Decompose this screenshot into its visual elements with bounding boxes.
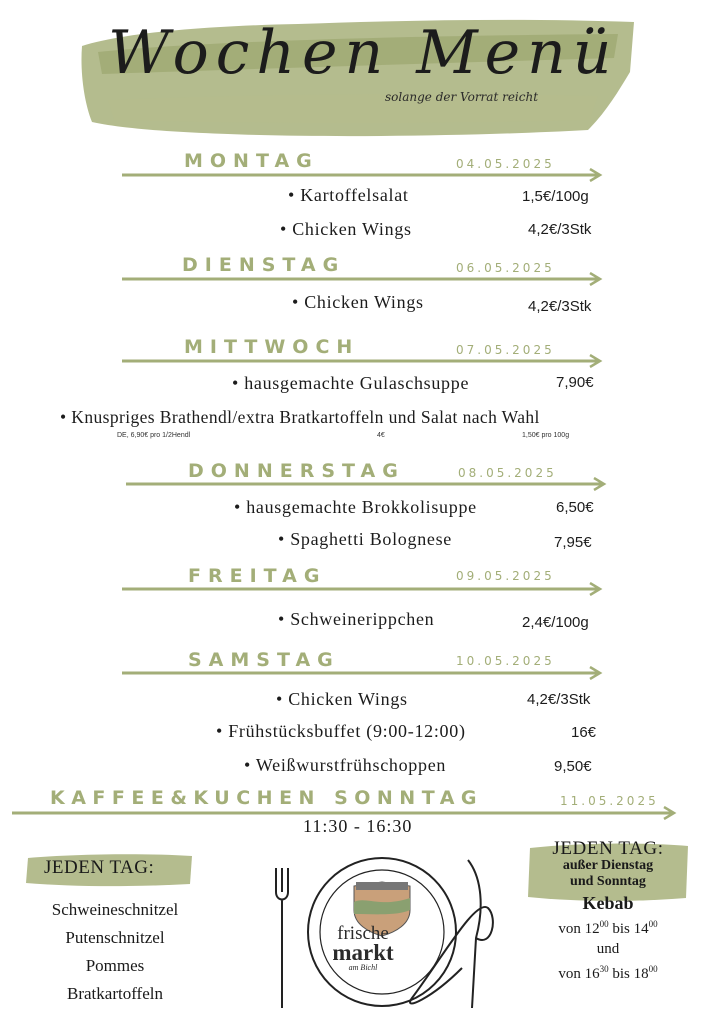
day-heading-donnerstag: DONNERSTAG [188, 460, 405, 482]
daily-right-item: Kebab [582, 893, 634, 913]
day-heading-mittwoch: MITTWOCH [184, 336, 360, 358]
day-heading-samstag: SAMSTAG [188, 649, 340, 671]
day-heading-freitag: FREITAG [188, 565, 327, 587]
day-divider-arrow [122, 666, 606, 680]
day-date-donnerstag: 08.05.2025 [458, 466, 557, 480]
daily-right-heading: JEDEN TAG: [552, 838, 664, 859]
daily-left-item: Putenschnitzel [65, 928, 165, 947]
menu-item: • Chicken Wings [292, 292, 424, 312]
menu-title: Wochen Menü [108, 18, 619, 88]
daily-right-box [528, 840, 688, 984]
day-date-freitag: 09.05.2025 [456, 569, 555, 583]
logo-text [318, 925, 408, 972]
menu-item: • Weißwurstfrühschoppen [244, 755, 447, 775]
day-date-sonntag: 11.05.2025 [560, 794, 659, 808]
daily-right-and: und [596, 941, 620, 957]
menu-item-price: 2,4€/100g [522, 614, 589, 631]
daily-left-list [10, 896, 220, 1008]
day-heading-montag: MONTAG [184, 150, 319, 172]
menu-item: • hausgemachte Brokkolisuppe [234, 497, 477, 517]
menu-item-price: 1,5€/100g [522, 188, 589, 205]
menu-item: • Schweinerippchen [278, 609, 435, 629]
menu-item: • Spaghetti Bolognese [278, 529, 452, 549]
daily-left-item: Schweineschnitzel [51, 900, 179, 919]
daily-right-subheading: und Sonntag [570, 874, 646, 889]
menu-item-price: 4,2€/3Stk [528, 298, 592, 315]
day-date-mittwoch: 07.05.2025 [456, 343, 555, 357]
menu-item: • Chicken Wings [280, 219, 412, 239]
menu-item-price: 16€ [571, 724, 597, 741]
menu-item-price: 4,2€/3Stk [527, 691, 591, 708]
daily-right-time-1: von $12^{00}$ bis $14^{00}$ [558, 919, 658, 937]
logo-line-markt: markt [332, 940, 394, 965]
menu-item: • Kartoffelsalat [288, 185, 409, 205]
day-divider-arrow [122, 168, 606, 182]
menu-item: • Chicken Wings [276, 689, 408, 709]
menu-item: • hausgemachte Gulaschsuppe [232, 373, 470, 393]
menu-item-price: 4,2€/3Stk [528, 221, 592, 238]
daily-left-heading: JEDEN TAG: [44, 857, 155, 878]
day-heading-sonntag: KAFFEE&KUCHEN SONNTAG [50, 787, 483, 809]
menu-subtitle: solange der Vorrat reicht [385, 90, 539, 104]
logo-line-am-bichl: am Bichl [348, 963, 378, 972]
daily-left-item: Pommes [85, 956, 145, 975]
daily-right-time-2: von $16^{30}$ bis $18^{00}$ [558, 964, 658, 982]
daily-left-item: Bratkartoffeln [67, 984, 163, 1003]
day-date-montag: 04.05.2025 [456, 157, 555, 171]
menu-item: • Frühstücksbuffet (9:00-12:00) [216, 721, 466, 741]
daily-right-subheading: außer Dienstag [562, 858, 654, 873]
menu-item-price: 6,50€ [556, 499, 594, 516]
day-heading-dienstag: DIENSTAG [182, 254, 346, 276]
day-divider-arrow [126, 477, 610, 491]
menu-item-note-salat: 1,50€ pro 100g [522, 432, 570, 439]
menu-item-note-bratkartoffeln: 4€ [377, 432, 385, 439]
day-divider-arrow [122, 354, 606, 368]
day-divider-arrow [122, 272, 606, 286]
menu-item-note-hendl: DE, 6,90€ pro 1/2Hendl [117, 432, 191, 439]
menu-item-price: 7,95€ [554, 534, 592, 551]
menu-item-price: 7,90€ [556, 374, 594, 391]
sonntag-hours: 11:30 - 16:30 [303, 816, 413, 836]
menu-item-price: 9,50€ [554, 758, 592, 775]
day-date-samstag: 10.05.2025 [456, 654, 555, 668]
day-date-dienstag: 06.05.2025 [456, 261, 555, 275]
day-divider-arrow [122, 582, 606, 596]
logo-line-frische: frische [337, 923, 389, 944]
menu-item: • Knuspriges Brathendl/extra Bratkartoffeln und Salat nach Wahl [60, 407, 540, 427]
